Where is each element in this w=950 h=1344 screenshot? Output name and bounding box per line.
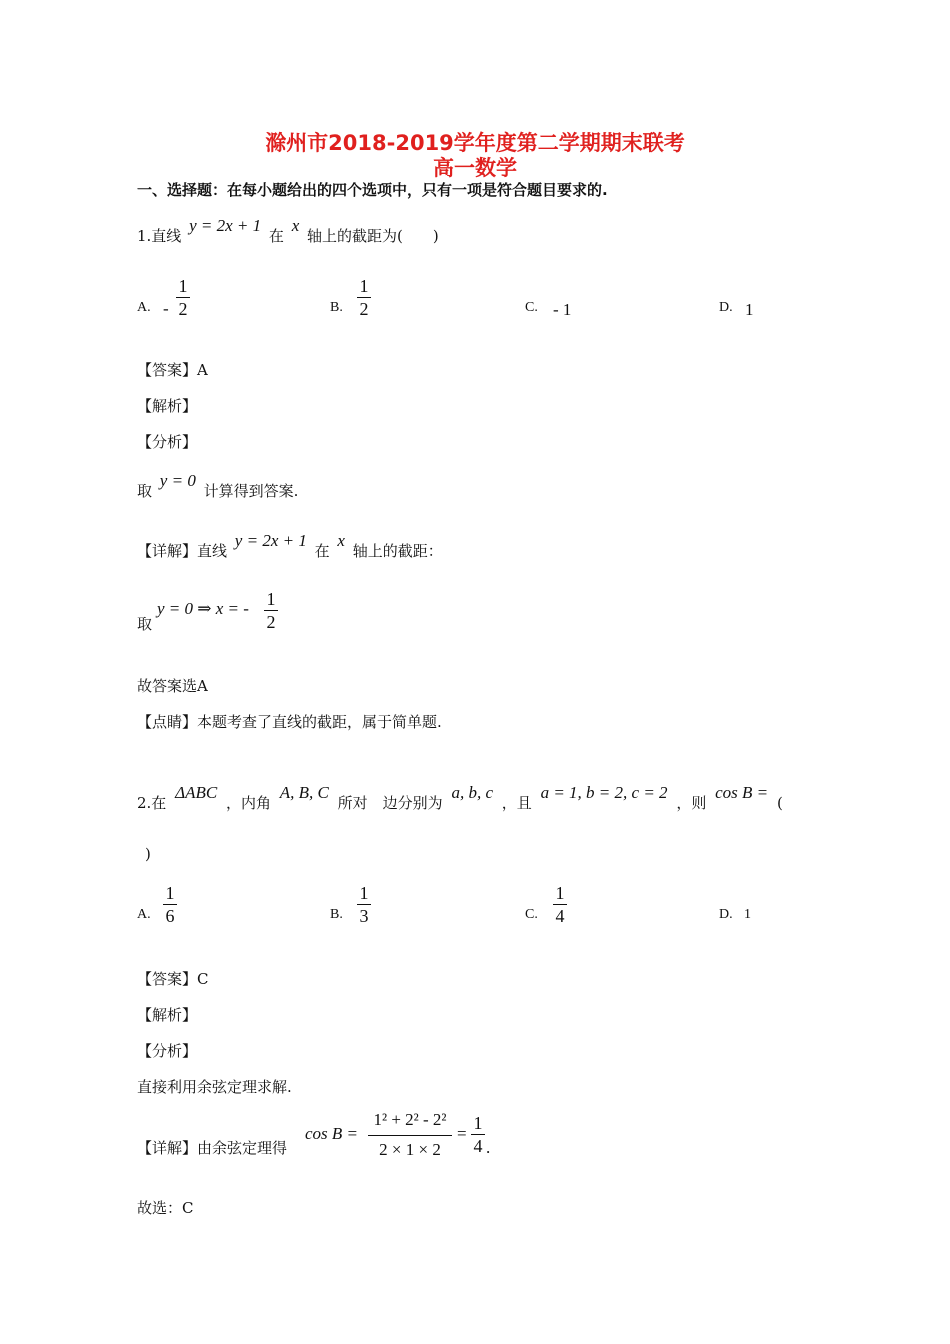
q1-stem [137, 216, 439, 246]
q1-analysis: 【解析】 [137, 397, 198, 415]
q2-detail-cos: cos B = [305, 1124, 359, 1143]
q2-detail-den: 2 × 1 × 2 [379, 1140, 441, 1159]
q1-fenxi-pre: 取 [137, 482, 153, 500]
q2-option-c-label: C. [525, 907, 538, 922]
q1-equation: y = 2x + 1 [189, 216, 262, 235]
q2-option-d-label: D. [719, 907, 733, 922]
q2-detail-result-num: 1 [473, 1113, 483, 1133]
q2-option-b-fraction [356, 882, 372, 927]
q1-option-b-fraction [356, 275, 372, 320]
q1-take-eq: y = 0 ⇒ x = - [157, 599, 249, 618]
q2-option-b-label: B. [330, 907, 343, 922]
q2-analysis: 【解析】 [137, 1006, 198, 1024]
document-subtitle: 高一数学 [433, 156, 517, 180]
q2-conclusion: 故选：C [137, 1199, 194, 1217]
q1-prefix: 1.直线 [137, 227, 182, 245]
q2-text-4: ，则 [676, 794, 707, 812]
q1-option-b-num: 1 [359, 276, 369, 296]
q1-fenxi-text: 计算得到答案. [203, 482, 299, 500]
q2-option-c-den: 4 [555, 906, 565, 926]
q1-detail-suffix: 轴上的截距： [352, 542, 443, 560]
q1-conclusion: 故答案选A [137, 677, 208, 695]
q2-fenxi-text: 直接利用余弦定理求解. [137, 1078, 292, 1096]
q1-detail-mid: 在 [314, 542, 330, 560]
q2-detail-result [470, 1112, 486, 1157]
q1-option-c-value: - 1 [553, 300, 572, 319]
q1-detail-eq: y = 2x + 1 [234, 531, 307, 550]
q1-take-den: 2 [266, 612, 276, 632]
q1-option-b-label: B. [330, 300, 343, 315]
q1-option-a-sign: - [163, 299, 169, 318]
q2-text-3: ，且 [501, 794, 532, 812]
q2-detail-result-den: 4 [473, 1136, 483, 1156]
q2-triangle: ΔABC [175, 783, 218, 802]
q2-sides: a, b, c [451, 783, 493, 802]
q2-fenxi: 【分析】 [137, 1042, 198, 1060]
q1-option-a-den: 2 [178, 299, 188, 319]
q2-option-d-value: 1 [744, 907, 751, 922]
q2-ask: cos B = [715, 783, 769, 802]
q2-option-b-den: 3 [359, 906, 369, 926]
q2-given: a = 1, b = 2, c = 2 [540, 783, 668, 802]
q2-answer: 【答案】C [137, 970, 209, 988]
q1-detail-pre: 【详解】直线 [137, 542, 228, 560]
q1-fenxi-eq: y = 0 [159, 471, 196, 490]
q2-prefix: 2.在 [137, 794, 167, 812]
q1-option-a-fraction [175, 275, 191, 320]
q2-option-c-num: 1 [555, 883, 565, 903]
q2-option-b-num: 1 [359, 883, 369, 903]
q1-answer: 【答案】A [137, 361, 208, 379]
q1-take-num: 1 [266, 589, 276, 609]
q1-detail [137, 531, 443, 561]
q1-suffix: 轴上的截距为( ) [307, 227, 439, 245]
q1-fenxi: 【分析】 [137, 433, 198, 451]
q1-detail-axis: x [337, 531, 345, 550]
q1-mid: 在 [268, 227, 284, 245]
q1-fenxi-body [137, 471, 299, 501]
q2-detail-equals: = [457, 1124, 467, 1143]
q1-option-a-label: A. [137, 300, 151, 315]
q2-option-c-fraction [552, 882, 568, 927]
q2-angles: A, B, C [279, 783, 329, 802]
q2-detail-pre: 【详解】由余弦定理得 [137, 1139, 288, 1157]
q1-option-c-label: C. [525, 300, 538, 315]
document-title: 滁州市2018-2019学年度第二学期期末联考 [265, 131, 685, 155]
q2-detail-num: 1² + 2² - 2² [373, 1110, 447, 1129]
q2-option-a-label: A. [137, 907, 151, 922]
q2-option-a-num: 1 [165, 883, 175, 903]
q1-option-b-den: 2 [359, 299, 369, 319]
q2-text-2: 所对 边分别为 [337, 794, 443, 812]
q2-option-a-fraction [162, 882, 178, 927]
q1-take-pre: 取 [137, 615, 153, 633]
q1-axis: x [291, 216, 300, 235]
q1-option-d-value: 1 [745, 300, 754, 319]
q2-detail-end: . [486, 1138, 491, 1157]
q2-detail-bar [368, 1135, 452, 1136]
q1-option-d-label: D. [719, 300, 733, 315]
q2-option-a-den: 6 [165, 906, 175, 926]
q1-option-a-num: 1 [178, 276, 188, 296]
q2-paren-open: ( [776, 794, 783, 812]
q2-stem [137, 783, 783, 813]
q1-comment: 【点睛】本题考查了直线的截距，属于简单题. [137, 713, 442, 731]
q2-paren-close: ) [145, 845, 151, 863]
q1-take-fraction [263, 588, 279, 633]
q2-text-1: ，内角 [225, 794, 271, 812]
section-heading: 一、选择题：在每小题给出的四个选项中，只有一项是符合题目要求的. [137, 181, 608, 199]
